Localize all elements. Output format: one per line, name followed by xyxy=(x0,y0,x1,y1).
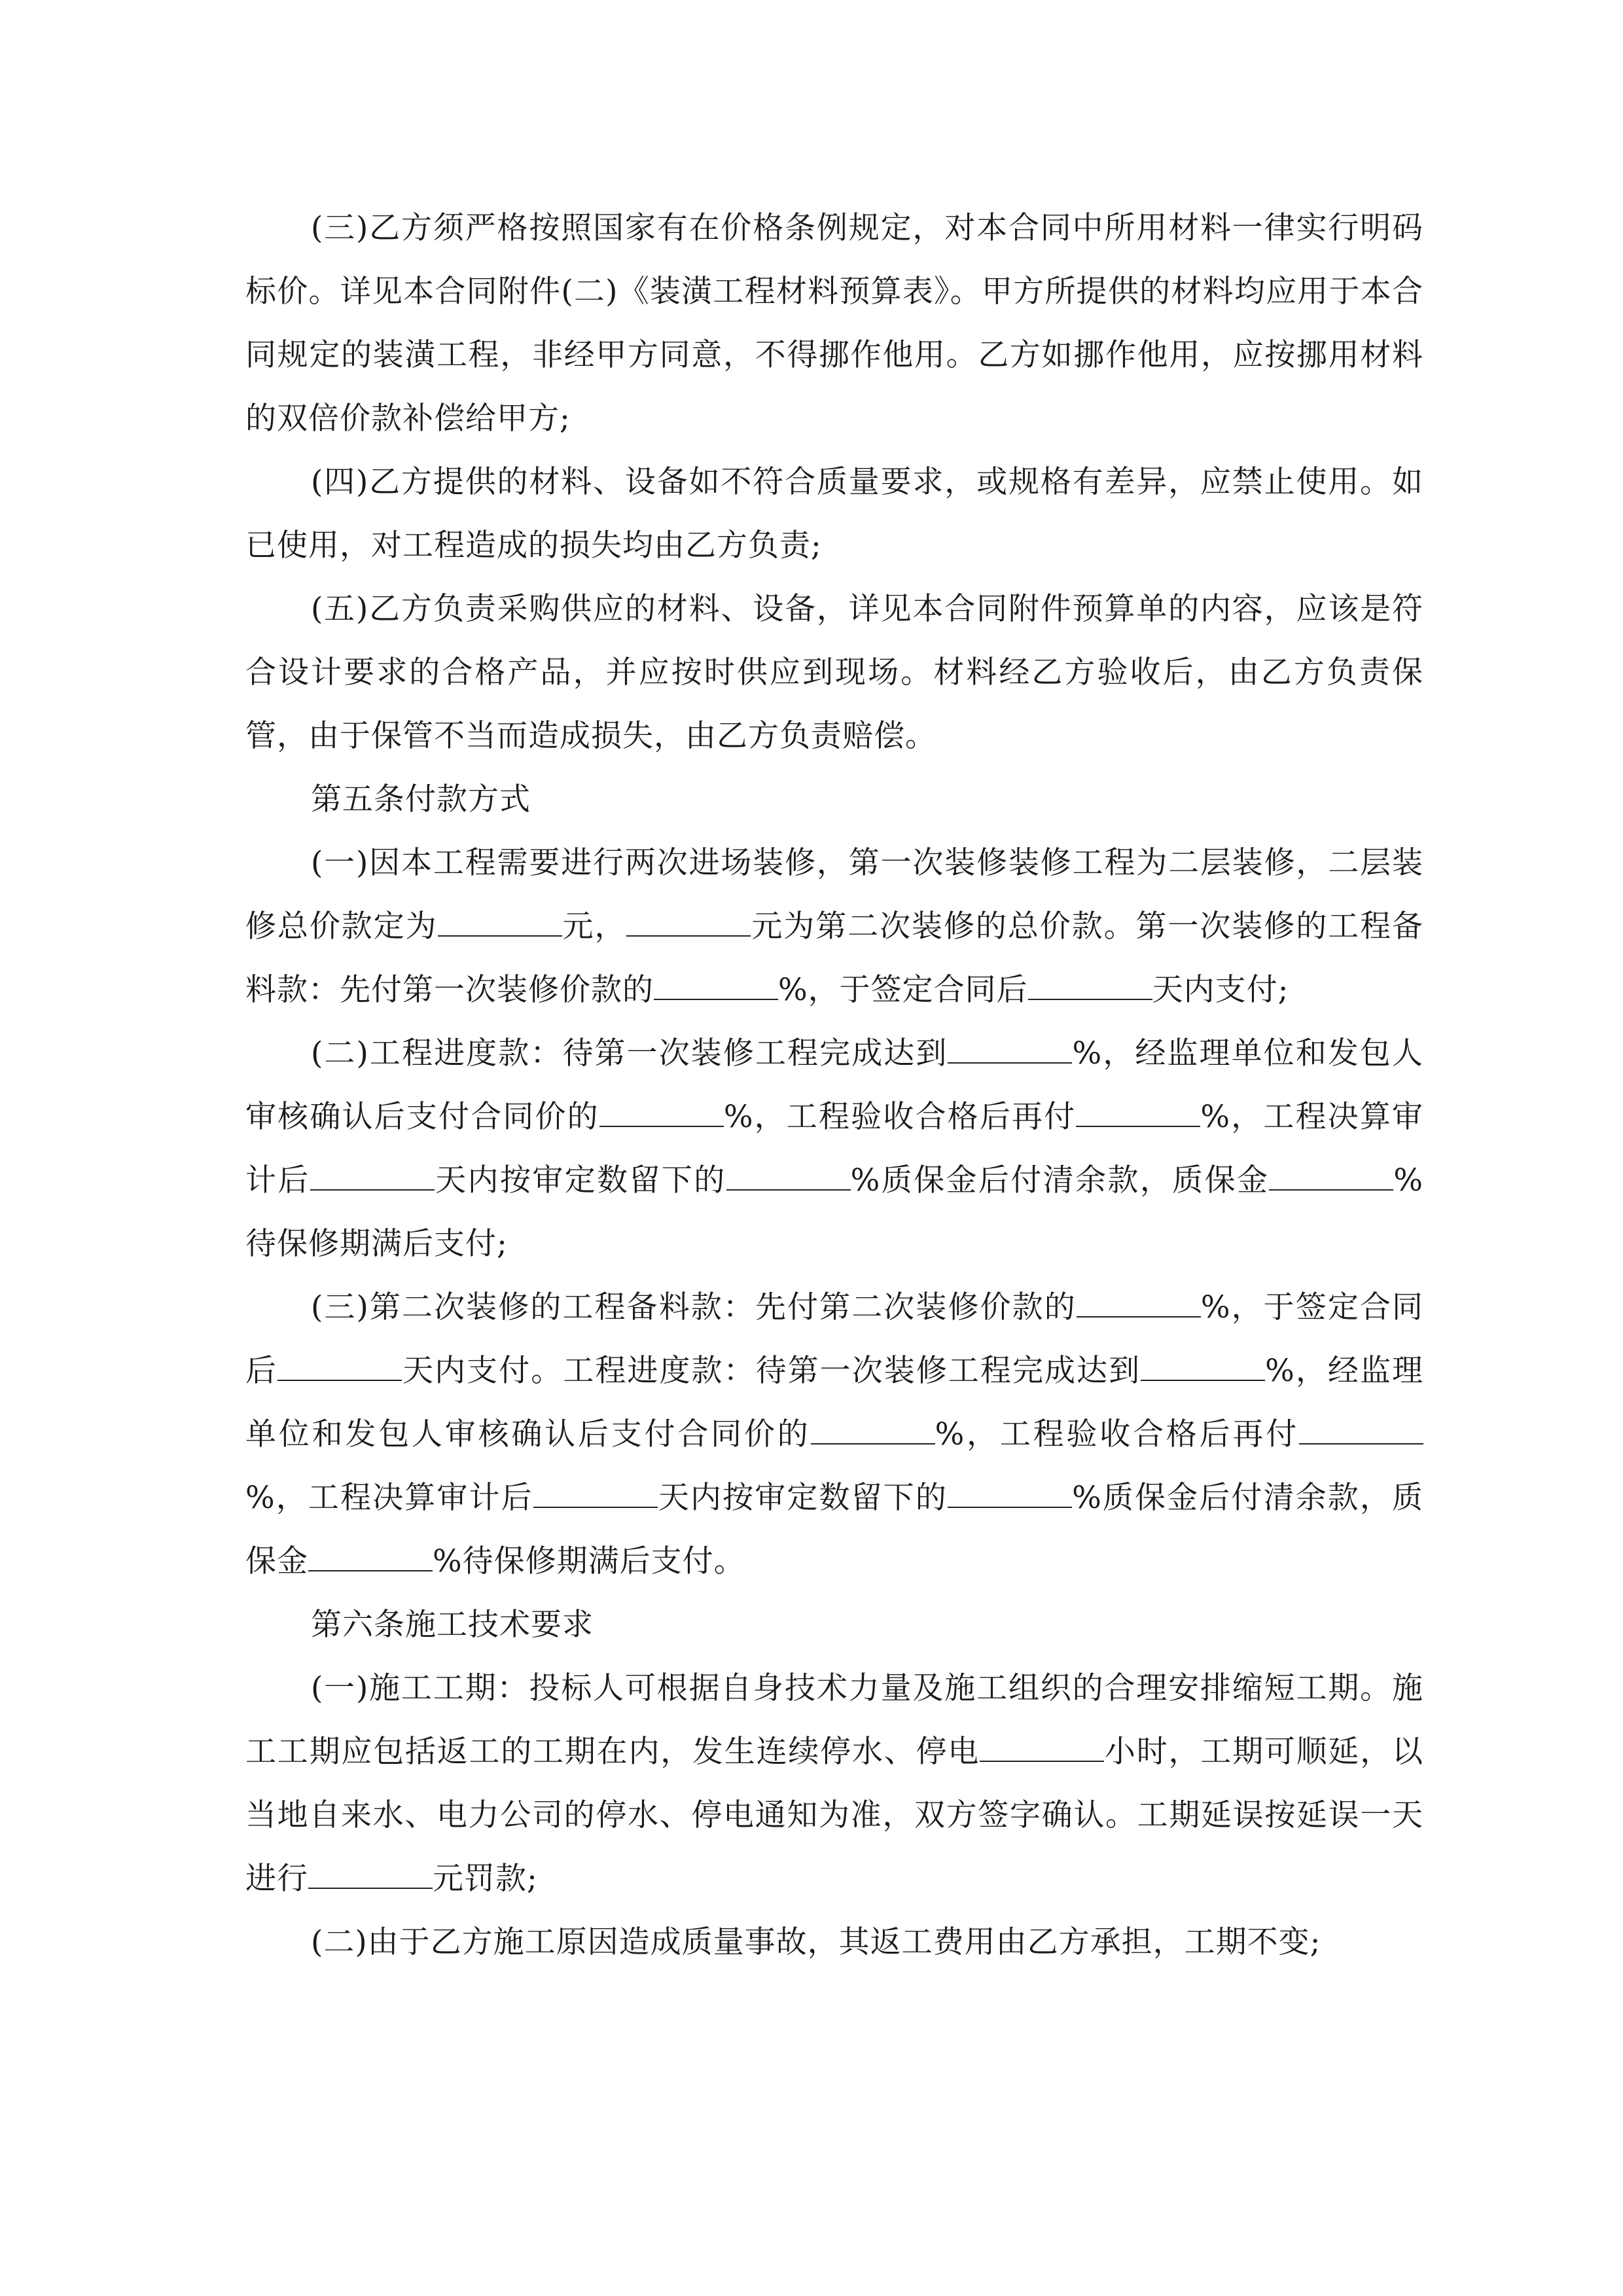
paragraph-text: 元罚款; xyxy=(433,1861,538,1897)
fill-in-blank[interactable] xyxy=(726,1162,851,1191)
clause-6-item-1 xyxy=(245,1657,1423,1910)
clause-6-heading xyxy=(245,1593,1423,1657)
paragraph-text: (二)由于乙方施工原因造成质量事故，其返工费用由乙方承担，工期不变; xyxy=(311,1924,1321,1960)
fill-in-blank[interactable] xyxy=(948,1479,1072,1508)
paragraph-text: 天内按审定数留下的 xyxy=(434,1162,726,1198)
paragraph-text: (三)第二次装修的工程备料款：先付第二次装修价款的 xyxy=(311,1289,1077,1325)
paragraph-text: 元， xyxy=(562,908,627,944)
fill-in-blank[interactable] xyxy=(310,1162,435,1191)
paragraph-text: 第五条付款方式 xyxy=(311,781,531,817)
clause-4-item-4 xyxy=(245,450,1423,577)
fill-in-blank[interactable] xyxy=(1077,1289,1201,1318)
paragraph-text: %，经监理单位和发包人审核确认后支付合同价的 xyxy=(245,1353,1423,1452)
fill-in-blank[interactable] xyxy=(1269,1162,1393,1191)
fill-in-blank[interactable] xyxy=(599,1098,724,1127)
fill-in-blank[interactable] xyxy=(308,1543,433,1571)
paragraph-text: 天内按审定数留下的 xyxy=(657,1480,948,1516)
clause-4-item-3 xyxy=(245,196,1423,450)
fill-in-blank[interactable] xyxy=(1299,1416,1423,1444)
fill-in-blank[interactable] xyxy=(980,1733,1104,1762)
paragraph-text: 第六条施工技术要求 xyxy=(311,1607,594,1643)
paragraph-text: %，于签定合同后 xyxy=(245,1289,1424,1389)
paragraph-text: %，工程决算审计后 xyxy=(245,1099,1424,1198)
paragraph-text: %待保修期满后支付; xyxy=(245,1162,1424,1262)
fill-in-blank[interactable] xyxy=(533,1479,658,1508)
paragraph-text: 元为第二次装修的总价款。第一次装修的工程备料款：先付第一次装修价款的 xyxy=(245,908,1424,1008)
paragraph-text: (二)工程进度款：待第一次装修工程完成达到 xyxy=(311,1035,948,1071)
document-page xyxy=(245,196,1423,1974)
clause-5-heading xyxy=(245,768,1423,831)
clause-5-item-2 xyxy=(245,1022,1423,1276)
paragraph-text: 小时，工期可顺延，以当地自来水、电力公司的停水、停电通知为准，双方签字确认。工期延误按延误一天进行 xyxy=(245,1734,1424,1897)
clause-5-item-3 xyxy=(245,1276,1423,1593)
fill-in-blank[interactable] xyxy=(1028,971,1152,1000)
paragraph-text: %，经监理单位和发包人审核确认后支付合同价的 xyxy=(245,1035,1423,1135)
paragraph-text: (三)乙方须严格按照国家有在价格条例规定，对本合同中所用材料一律实行明码标价。详见本合同附件(二)《装潢工程材料预算表》。甲方所提供的材料均应用于本合同规定的装潢工程，非经甲方同意，不得挪作他用。乙方如挪作他用，应按挪用材料的双倍价款补偿给甲方; xyxy=(245,210,1423,437)
clause-4-item-5 xyxy=(245,577,1423,768)
paragraph-text: (一)施工工期：投标人可根据自身技术力量及施工组织的合理安排缩短工期。施工工期应包括返工的工期在内，发生连续停水、停电 xyxy=(245,1670,1423,1770)
paragraph-text: 天内支付; xyxy=(1152,972,1289,1008)
paragraph-text: %，于签定合同后 xyxy=(778,972,1028,1008)
fill-in-blank[interactable] xyxy=(438,908,562,937)
paragraph-text: (四)乙方提供的材料、设备如不符合质量要求，或规格有差异，应禁止使用。如已使用，对工程造成的损失均由乙方负责; xyxy=(245,464,1423,564)
paragraph-text: %，工程验收合格后再付 xyxy=(723,1099,1077,1135)
fill-in-blank[interactable] xyxy=(1141,1352,1265,1381)
clause-6-item-2 xyxy=(245,1910,1423,1974)
paragraph-text: (五)乙方负责采购供应的材料、设备，详见本合同附件预算单的内容，应该是符合设计要求的合格产品，并应按时供应到现场。材料经乙方验收后，由乙方负责保管，由于保管不当而造成损失，由乙方负责赔偿。 xyxy=(245,591,1423,754)
fill-in-blank[interactable] xyxy=(1076,1098,1200,1127)
fill-in-blank[interactable] xyxy=(811,1416,935,1444)
paragraph-text: %，工程决算审计后 xyxy=(245,1480,533,1516)
paragraph-text: 天内支付。工程进度款：待第一次装修工程完成达到 xyxy=(402,1353,1141,1389)
clause-5-item-1 xyxy=(245,831,1423,1022)
paragraph-text: %待保修期满后支付。 xyxy=(433,1543,745,1579)
paragraph-text: %，工程验收合格后再付 xyxy=(935,1416,1299,1452)
fill-in-blank[interactable] xyxy=(626,908,751,937)
paragraph-text: %质保金后付清余款，质保金 xyxy=(245,1480,1423,1579)
fill-in-blank[interactable] xyxy=(277,1352,402,1381)
fill-in-blank[interactable] xyxy=(948,1035,1072,1064)
fill-in-blank[interactable] xyxy=(308,1860,433,1889)
paragraph-text: %质保金后付清余款，质保金 xyxy=(850,1162,1270,1198)
fill-in-blank[interactable] xyxy=(654,971,778,1000)
paragraph-text: (一)因本工程需要进行两次进场装修，第一次装修装修工程为二层装修，二层装修总价款定为 xyxy=(245,845,1423,944)
